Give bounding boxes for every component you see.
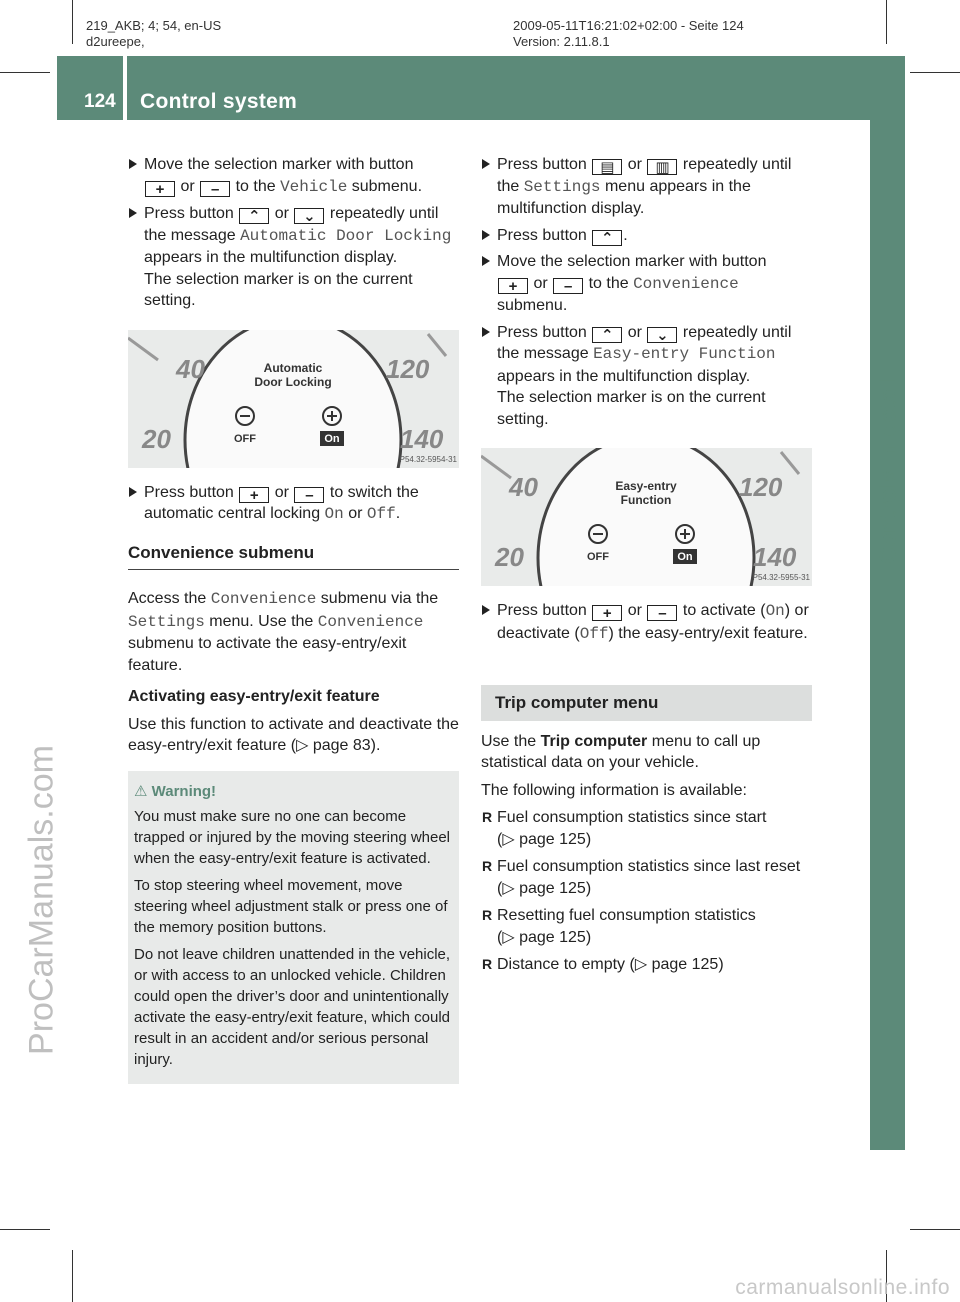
display-illustration [481,448,812,586]
display-line2: Function [620,493,672,507]
right-column [481,154,812,982]
plus-button-icon: + [498,278,528,294]
plus-button-icon: + [145,181,175,197]
step-text: to the [588,274,629,292]
list-item-text: Fuel consumption statistics since start [497,809,767,826]
step-text: ) or deactivate ( [497,602,809,642]
print-meta-left-line1: 219_AKB; 4; 54, en-US [86,18,222,33]
paragraph-text: Use the [481,732,537,750]
paragraph [481,731,812,774]
option-on: On [677,551,693,563]
warning-triangle-icon: ⚠ [134,782,148,800]
sidebar-label: Controls in detail [874,376,901,564]
option-off: OFF [587,551,609,563]
instruction-step [481,600,812,645]
step-text: repeatedly until the message [497,323,792,362]
minus-button-icon: – [294,487,324,503]
warning-box [128,771,459,1084]
list-item-text: Resetting fuel consumption statistics [497,907,756,924]
sidebar-tab [870,120,905,1150]
watermark-footer: carmanualsonline.info [735,1276,950,1299]
minus-button-icon: – [553,278,583,294]
page-reference: (▷ page 125) [497,830,592,848]
warning-paragraph: You must make sure no one can become trapped or injured by the moving steering wheel when the easy-entry/exit feature is activated. [134,807,451,867]
print-meta-right-line1: 2009-05-11T16:21:02+02:00 - Seite 124 [513,18,744,33]
display-term: Convenience [317,612,424,631]
step-text: or [180,177,195,195]
step-text: to activate ( [682,602,766,619]
step-text: . [395,505,401,522]
watermark-left: ProCarManuals.com [22,745,61,1055]
step-text: to the [235,177,276,195]
speed-label-120: 120 [386,353,430,384]
display-term: Easy-entry Function [593,345,776,363]
display-term: Vehicle [280,177,348,196]
speed-label-40: 40 [176,353,205,384]
warning-paragraph: To stop steering wheel movement, move steering wheel adjustment stalk or press one of the memory position buttons. [134,876,448,936]
crop-mark [72,1250,73,1302]
crop-mark [910,72,960,73]
step-text: Press button [497,226,587,244]
display-term: Automatic Door Locking [240,226,452,245]
display-circle [538,448,754,586]
list-item [481,856,812,899]
step-text: to switch the automatic central locking [144,483,419,522]
display-term: On [324,505,344,523]
speed-label-20: 20 [142,423,171,454]
step-text: Move the selection marker with button [497,253,767,270]
section-heading: Trip computer menu [481,685,812,721]
step-text: or [627,323,642,341]
list-item-text: Distance to empty (▷ page 125) [497,956,724,973]
arrow-up-button-icon: ⌃ [592,327,622,343]
arrow-down-button-icon: ⌄ [294,208,324,224]
display-term: On [765,602,785,620]
minus-button-icon: – [647,605,677,621]
step-text: or [274,483,289,501]
step-text: Press button [144,483,234,501]
instruction-step [128,154,459,198]
step-text: ) the easy-entry/exit feature. [608,624,808,642]
paragraph-text: menu. Use the [209,612,314,630]
instruction-step [128,203,459,312]
list-item [481,807,812,850]
step-text: submenu. [351,177,423,195]
step-text: Move the selection marker with button [144,156,414,173]
display-circle [185,330,401,468]
instrument-cluster-illustration [481,448,812,586]
forward-button-icon: ▥ [647,159,677,175]
step-text: Press button [497,156,587,173]
section-heading: Convenience submenu [128,542,459,571]
arrow-down-button-icon: ⌄ [647,327,677,343]
step-text: Press button [144,205,234,222]
paragraph: The following information is available: [481,781,747,799]
crop-mark [886,0,887,44]
speed-label-140: 140 [400,423,444,454]
warning-paragraph: Do not leave children unattended in the vehicle, or with access to an unlocked vehicle. Children could open the driver’s door and unintentionally activate the easy-entry/exit feature, which could result in an accident and/or serious personal injury. [134,945,451,1068]
arrow-up-button-icon: ⌃ [592,230,622,246]
chapter-title: Control system [140,90,298,113]
display-term: Convenience [210,590,317,608]
figure-code: P54.32-5955-31 [752,573,810,582]
arrow-up-button-icon: ⌃ [239,208,269,224]
instruction-step [481,154,812,220]
paragraph-emphasis: Trip computer [540,732,648,750]
print-meta-left-line2: d2ureepe, [86,34,145,49]
instruction-step [481,322,812,431]
step-result-text: The selection marker is on the current setting. [497,389,766,428]
step-text: appears in the multifunction display. [144,249,398,266]
step-text: or [627,602,642,619]
back-button-icon: ▤ [592,159,622,175]
paragraph: Use this function to activate and deactivate the easy-entry/exit feature (▷ page 83). [128,715,459,754]
display-term: Off [366,505,396,523]
paragraph [128,588,459,676]
speed-label-20: 20 [495,542,524,572]
display-illustration [128,330,459,468]
step-text: submenu. [497,297,568,314]
step-text: or [533,274,548,292]
print-meta-right-line2: Version: 2.11.8.1 [513,34,610,49]
sub-heading: Activating easy-entry/exit feature [128,688,380,705]
paragraph-text: submenu to activate the easy-entry/exit feature. [128,635,407,674]
plus-button-icon: + [239,487,269,503]
display-term: Settings [523,177,601,196]
left-column [128,154,459,1084]
crop-mark [0,72,50,73]
option-off: OFF [234,432,256,445]
print-meta-right [513,18,744,50]
option-on: On [324,432,340,445]
figure-code: P54.32-5954-31 [399,454,457,464]
display-term: Convenience [633,274,739,293]
paragraph-text: submenu via the [320,590,439,607]
speed-label-140: 140 [753,542,797,572]
crop-mark [0,1229,50,1230]
step-text: repeatedly until the message [144,205,439,244]
list-item [481,954,812,976]
crop-mark [910,1229,960,1230]
page-reference: (▷ page 125) [497,928,592,946]
minus-button-icon: – [200,181,230,197]
display-line1: Easy-entry [615,479,677,493]
step-text: or [348,505,363,522]
instruction-step [128,482,459,526]
step-text: Press button [497,323,587,341]
print-meta-left [86,18,221,50]
plus-button-icon: + [592,605,622,621]
step-text: or [627,156,642,173]
step-text: or [274,205,289,222]
step-text: repeatedly until the [497,156,792,195]
paragraph-text: menu to call up statistical data on your vehicle. [481,732,761,771]
instruction-step [481,225,812,247]
display-term: Settings [128,612,205,631]
step-text: . [623,226,628,244]
list-item-text: Fuel consumption statistics since last reset [497,858,801,875]
step-result-text: The selection marker is on the current setting. [144,270,413,309]
instrument-cluster-illustration [128,330,459,468]
page-number: 124 [84,91,116,112]
instruction-step [481,251,812,317]
step-text: Press button [497,602,587,619]
step-text: appears in the multifunction display. [497,367,751,385]
step-text: menu appears in the multifunction display. [497,177,751,217]
crop-mark [72,0,73,44]
speed-label-40: 40 [509,472,538,502]
header-divider [123,56,127,120]
warning-title [134,781,451,802]
display-line2: Door Locking [254,374,332,389]
list-item [481,905,812,948]
warning-title-text: Warning! [151,782,217,800]
speed-label-120: 120 [739,472,783,502]
display-term: Off [579,624,609,643]
page-reference: (▷ page 125) [497,879,592,897]
paragraph-text: Access the [128,590,207,607]
display-line1: Automatic [263,360,323,375]
